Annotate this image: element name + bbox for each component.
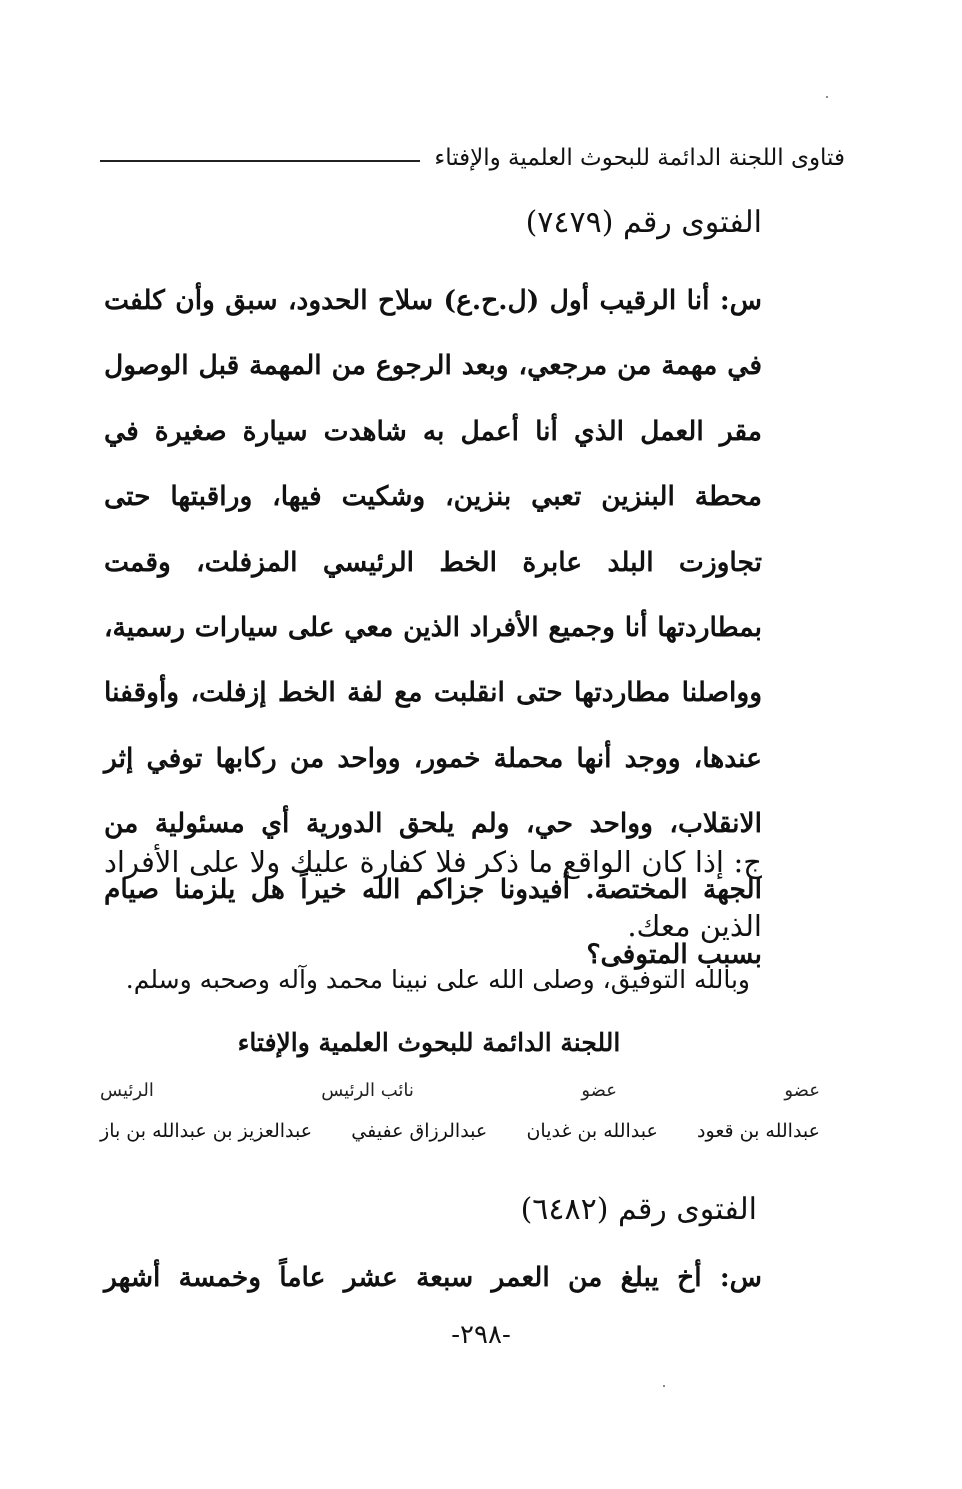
signatory-role: الرئيس bbox=[100, 1080, 154, 1101]
signatory-name: عبدالرزاق عفيفي bbox=[351, 1120, 488, 1142]
signatory-roles bbox=[100, 1080, 820, 1101]
running-header bbox=[100, 138, 845, 178]
header-rule bbox=[100, 160, 420, 162]
signatory-names bbox=[100, 1120, 820, 1142]
header-title: فتاوى اللجنة الدائمة للبحوث العلمية والإفتاء bbox=[434, 145, 845, 171]
fatwa-2-title: الفتوى رقم (٦٤٨٢) bbox=[520, 1192, 757, 1227]
signatory-role: عضو bbox=[784, 1080, 820, 1101]
fatwa-1-answer: ج: إذا كان الواقع ما ذكر فلا كفارة عليك ولا على الأفراد الذين معك. bbox=[104, 845, 762, 943]
committee-name: اللجنة الدائمة للبحوث العلمية والإفتاء bbox=[237, 1028, 621, 1057]
signatory-name: عبدالله بن غديان bbox=[526, 1120, 658, 1142]
page-number: -٢٩٨- bbox=[451, 1320, 511, 1350]
scan-speck bbox=[826, 96, 828, 98]
fatwa-1-title: الفتوى رقم (٧٤٧٩) bbox=[525, 205, 762, 240]
signatory-role: نائب الرئيس bbox=[321, 1080, 414, 1101]
fatwa-2-question: س: أخ يبلغ من العمر سبعة عشر عاماً وخمسة أشهر bbox=[104, 1262, 762, 1293]
signatory-role: عضو bbox=[581, 1080, 617, 1101]
scan-speck bbox=[663, 1385, 665, 1387]
signatory-name: عبدالعزيز بن عبدالله بن باز bbox=[100, 1120, 313, 1142]
signatory-name: عبدالله بن قعود bbox=[697, 1120, 820, 1142]
fatwa-1-closing: وبالله التوفيق، وصلى الله على نبينا محمد وآله وصحبه وسلم. bbox=[125, 965, 750, 994]
fatwa-1-question: س: أنا الرقيب أول (ل.ح.ع) سلاح الحدود، سبق وأن كلفت في مهمة من مرجعي، وبعد الرجوع من المهمة قبل الوصول مقر العمل الذي أنا أعمل به شاهدت سيارة صغيرة في محطة البنزين تعبي بنزين، وشكيت فيها، وراقبتها حتى تجاوزت البلد عابرة الخط الرئيسي المزفلت، وقمت بمطاردتها أنا وجميع الأفراد الذين معي على سيارات رسمية، وواصلنا مطاردتها حتى انقلبت مع لفة الخط إزفلت، وأوقفنا عندها، ووجد أنها محملة خمور، وواحد من ركابها توفي إثر الانقلاب، وواحد حي، ولم يلحق الدورية أي مسئولية من الجهة المختصة. أفيدونا جزاكم الله خيراً هل يلزمنا صيام بسبب المتوفى؟ bbox=[104, 285, 762, 971]
